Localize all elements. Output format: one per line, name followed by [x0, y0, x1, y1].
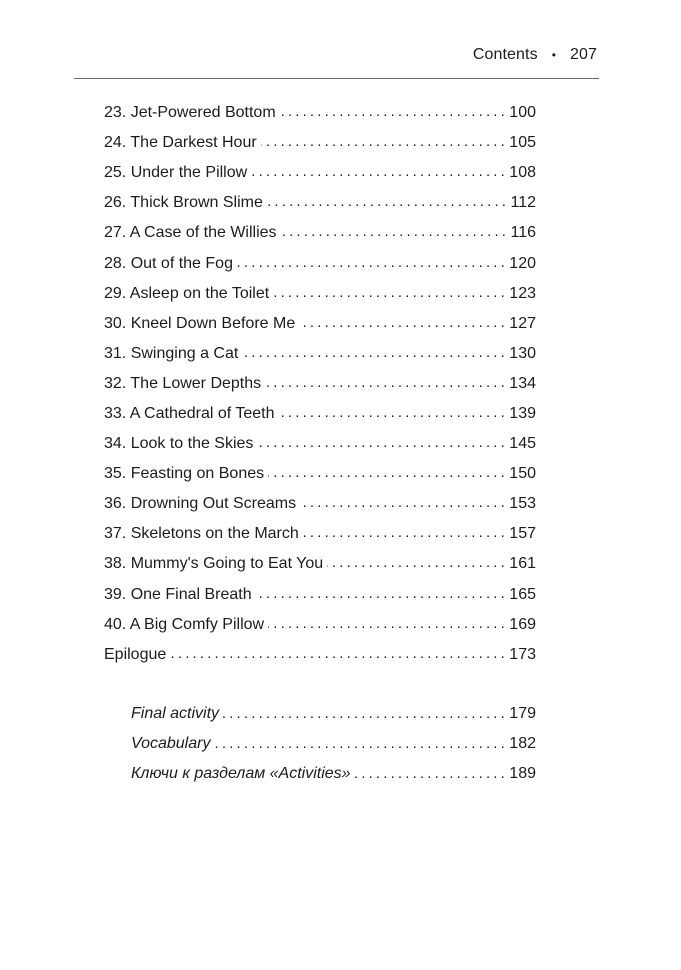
- toc-appendix-entry[interactable]: [131, 759, 536, 789]
- dot-leader: [355, 766, 505, 782]
- toc-entry-page: 150: [509, 465, 536, 483]
- toc-entry-page: 139: [509, 404, 536, 422]
- toc-entry-page: 173: [509, 645, 536, 663]
- toc-entry-title: 38. Mummy's Going to Eat You: [104, 555, 324, 573]
- toc-entry-page: 116: [510, 224, 536, 242]
- toc-entry-page: 157: [509, 525, 536, 543]
- toc-entry[interactable]: [104, 218, 536, 248]
- toc-entry-title: 35. Feasting on Bones: [104, 465, 265, 483]
- toc-entry[interactable]: [104, 188, 536, 218]
- toc-entry[interactable]: [104, 98, 536, 128]
- dot-leader: [280, 105, 505, 121]
- toc-entry-title: 36. Drowning Out Screams: [104, 495, 297, 513]
- toc-entry-page: 145: [509, 435, 536, 453]
- toc-entry[interactable]: [104, 369, 536, 399]
- toc-entry-title: Final activity: [131, 705, 220, 723]
- dot-leader: [251, 165, 504, 181]
- running-header: [473, 46, 597, 64]
- toc-entry-page: 161: [509, 555, 536, 573]
- dot-leader: [223, 706, 504, 722]
- toc-entry[interactable]: [104, 339, 536, 369]
- toc-entry[interactable]: [104, 279, 536, 309]
- toc-entry[interactable]: [104, 489, 536, 519]
- toc-entry[interactable]: [104, 580, 536, 610]
- toc-entry-title: 34. Look to the Skies: [104, 435, 254, 453]
- toc-entry[interactable]: [104, 519, 536, 549]
- toc-entry-page: 127: [509, 314, 536, 332]
- header-separator: •: [551, 48, 556, 62]
- dot-leader: [237, 256, 504, 272]
- dot-leader: [214, 736, 504, 752]
- appendix-list: [131, 699, 536, 789]
- toc-entry-title: 37. Skeletons on the March: [104, 525, 299, 543]
- toc-entry-page: 100: [509, 104, 536, 122]
- toc-entry[interactable]: [104, 158, 536, 188]
- toc-appendix-entry[interactable]: [131, 729, 536, 759]
- toc-entry[interactable]: [104, 429, 536, 459]
- toc-entry[interactable]: [104, 248, 536, 278]
- toc-entry-page: 130: [509, 344, 536, 362]
- toc-entry-title: Vocabulary: [131, 735, 211, 753]
- toc-entry-title: 30. Kneel Down Before Me: [104, 314, 296, 332]
- toc-entry-title: 24. The Darkest Hour: [104, 134, 257, 152]
- toc-entry-title: 40. A Big Comfy Pillow: [104, 615, 265, 633]
- toc-entry-title: 23. Jet-Powered Bottom: [104, 104, 276, 122]
- dot-leader: [268, 617, 504, 633]
- chapter-list: [104, 98, 536, 670]
- dot-leader: [267, 195, 506, 211]
- dot-leader: [242, 346, 504, 362]
- toc-entry-title: 39. One Final Breath: [104, 585, 252, 603]
- dot-leader: [327, 556, 504, 572]
- toc-entry-page: 112: [510, 194, 536, 212]
- toc-entry-title: 31. Swinging a Cat: [104, 344, 239, 362]
- header-page-number: 207: [570, 46, 597, 63]
- toc-entry-page: 165: [509, 585, 536, 603]
- toc-entry-title: 25. Under the Pillow: [104, 164, 248, 182]
- toc-entry-page: 153: [509, 495, 536, 513]
- header-section-title: Contents: [472, 46, 538, 63]
- toc-entry[interactable]: [104, 549, 536, 579]
- toc-entry-title: 32. The Lower Depths: [104, 374, 262, 392]
- toc-entry[interactable]: [104, 610, 536, 640]
- toc-entry-title: 26. Thick Brown Slime: [104, 194, 263, 212]
- toc-entry-page: 169: [509, 615, 536, 633]
- toc-entry-page: 108: [509, 164, 536, 182]
- dot-leader: [256, 587, 505, 603]
- dot-leader: [268, 466, 504, 482]
- dot-leader: [279, 406, 505, 422]
- dot-leader: [300, 496, 504, 512]
- toc-entry-page: 134: [509, 374, 536, 392]
- toc-entry-title: Epilogue: [104, 645, 167, 663]
- toc-entry-page: 105: [509, 134, 536, 152]
- header-rule: [74, 78, 599, 79]
- dot-leader: [299, 316, 504, 332]
- toc-entry-page: 189: [509, 765, 536, 783]
- toc-entry-page: 179: [509, 705, 536, 723]
- toc-entry[interactable]: [104, 640, 536, 670]
- dot-leader: [261, 135, 505, 151]
- toc-entry[interactable]: [104, 459, 536, 489]
- toc-entry-page: 123: [509, 284, 536, 302]
- dot-leader: [273, 286, 504, 302]
- toc-entry-title: 33. A Cathedral of Teeth: [104, 404, 275, 422]
- toc-entry-title: 29. Asleep on the Toilet: [104, 284, 270, 302]
- dot-leader: [303, 526, 505, 542]
- toc-entry-title: 27. A Case of the Willies: [104, 224, 277, 242]
- dot-leader: [281, 225, 506, 241]
- dot-leader: [170, 647, 504, 663]
- toc-entry[interactable]: [104, 128, 536, 158]
- toc-entry-title: Ключи к разделам «Activities»: [131, 765, 351, 783]
- toc-entry-page: 182: [509, 735, 536, 753]
- toc-appendix-entry[interactable]: [131, 699, 536, 729]
- dot-leader: [265, 376, 504, 392]
- toc-entry-page: 120: [509, 254, 536, 272]
- toc-entry[interactable]: [104, 399, 536, 429]
- dot-leader: [257, 436, 504, 452]
- toc-entry-title: 28. Out of the Fog: [104, 254, 233, 272]
- toc-entry[interactable]: [104, 309, 536, 339]
